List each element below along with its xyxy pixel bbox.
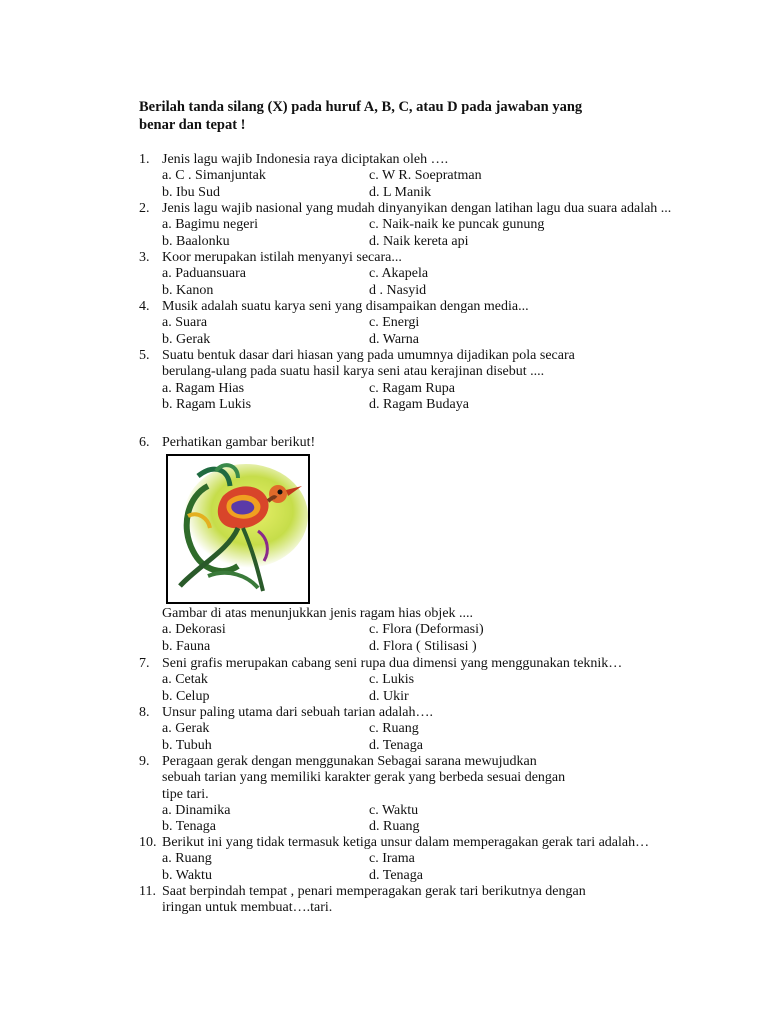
answer-option[interactable]: b. Waktu: [162, 867, 212, 883]
answer-option[interactable]: c. Energi: [369, 315, 420, 331]
instruction-line: Berilah tanda silang (X) pada huruf A, B, C, atau D pada jawaban yang: [139, 99, 583, 115]
answer-option[interactable]: d. Warna: [369, 331, 419, 347]
answer-option[interactable]: b. Tenaga: [162, 819, 216, 835]
answer-option[interactable]: c. Waktu: [369, 802, 419, 818]
answer-option[interactable]: b. Kanon: [162, 282, 214, 298]
answer-option[interactable]: a. Dekorasi: [162, 622, 226, 638]
question-number: 4.: [139, 299, 150, 314]
answer-option[interactable]: b. Tubuh: [162, 737, 212, 753]
answer-option[interactable]: b. Ibu Sud: [162, 184, 220, 200]
question-number: 9.: [139, 754, 150, 769]
question-text: Suatu bentuk dasar dari hiasan yang pada umumnya dijadikan pola secara: [162, 348, 575, 363]
question-text: tipe tari.: [162, 786, 209, 802]
question-number: 3.: [139, 250, 150, 265]
answer-option[interactable]: a. Ruang: [162, 851, 212, 867]
question-text: Gambar di atas menunjukkan jenis ragam hias objek ....: [162, 606, 474, 621]
question-text: Perhatikan gambar berikut!: [162, 435, 316, 450]
answer-option[interactable]: b. Fauna: [162, 638, 211, 654]
question-number: 2.: [139, 201, 150, 216]
question-text: Peragaan gerak dengan menggunakan Sebagai sarana mewujudkan: [162, 754, 537, 769]
answer-option[interactable]: c. Flora (Deformasi): [369, 622, 484, 638]
answer-option[interactable]: b. Gerak: [162, 331, 211, 347]
question-text: berulang-ulang pada suatu hasil karya seni atau kerajinan disebut ....: [162, 364, 545, 380]
question-number: 7.: [139, 656, 150, 671]
answer-option[interactable]: a. Cetak: [162, 672, 208, 688]
answer-option[interactable]: c. Naik-naik ke puncak gunung: [369, 217, 545, 233]
question-text: Berikut ini yang tidak termasuk ketiga unsur dalam memperagakan gerak tari adalah…: [162, 835, 650, 850]
answer-option[interactable]: b. Celup: [162, 688, 210, 704]
answer-option[interactable]: c. Irama: [369, 851, 415, 867]
question-number: 8.: [139, 705, 150, 720]
answer-option[interactable]: c. Ragam Rupa: [369, 380, 455, 396]
question-text: Unsur paling utama dari sebuah tarian adalah….: [162, 705, 433, 720]
instruction-line: benar dan tepat !: [139, 117, 246, 133]
answer-option[interactable]: d. Flora ( Stilisasi ): [369, 638, 477, 654]
question-text: Musik adalah suatu karya seni yang disampaikan dengan media...: [162, 299, 529, 314]
answer-option[interactable]: d . Nasyid: [369, 282, 427, 298]
question-number: 5.: [139, 348, 150, 363]
answer-option[interactable]: d. Ukir: [369, 688, 409, 704]
answer-option[interactable]: c. Akapela: [369, 266, 429, 282]
answer-option[interactable]: d. Ruang: [369, 819, 420, 835]
answer-option[interactable]: a. Bagimu negeri: [162, 217, 259, 233]
answer-option[interactable]: d. Naik kereta api: [369, 233, 469, 249]
question-text: sebuah tarian yang memiliki karakter gerak yang berbeda sesuai dengan: [162, 770, 566, 786]
answer-option[interactable]: a. C . Simanjuntak: [162, 168, 266, 184]
answer-option[interactable]: a. Suara: [162, 315, 208, 331]
answer-option[interactable]: a. Gerak: [162, 721, 210, 737]
answer-option[interactable]: a. Paduansuara: [162, 266, 246, 282]
question-text: Seni grafis merupakan cabang seni rupa dua dimensi yang menggunakan teknik…: [162, 656, 623, 671]
answer-option[interactable]: a. Dinamika: [162, 802, 231, 818]
instruction-heading: [139, 98, 659, 134]
question-number: 10.: [139, 835, 157, 850]
answer-option[interactable]: d. L Manik: [369, 184, 432, 200]
question-text: Jenis lagu wajib nasional yang mudah dinyanyikan dengan latihan lagu dua suara adalah ...: [162, 201, 672, 216]
answer-option[interactable]: a. Ragam Hias: [162, 380, 245, 396]
answer-option[interactable]: c. W R. Soepratman: [369, 168, 482, 184]
answer-option[interactable]: d. Tenaga: [369, 737, 423, 753]
question-number: 6.: [139, 435, 150, 450]
answer-option[interactable]: b. Ragam Lukis: [162, 396, 252, 412]
answer-option[interactable]: b. Baalonku: [162, 233, 230, 249]
question-text: Koor merupakan istilah menyanyi secara...: [162, 250, 402, 265]
answer-option[interactable]: c. Lukis: [369, 672, 415, 688]
question-number: 11.: [139, 884, 156, 899]
answer-option[interactable]: d. Ragam Budaya: [369, 396, 469, 412]
question-text: Saat berpindah tempat , penari memperagakan gerak tari berikutnya dengan: [162, 884, 586, 899]
decorative-bird-ornament-image: [166, 454, 310, 604]
answer-option[interactable]: d. Tenaga: [369, 867, 423, 883]
question-number: 1.: [139, 152, 150, 167]
answer-option[interactable]: c. Ruang: [369, 721, 419, 737]
question-text: iringan untuk membuat….tari.: [162, 900, 333, 916]
question-text: Jenis lagu wajib Indonesia raya diciptakan oleh ….: [162, 152, 449, 167]
